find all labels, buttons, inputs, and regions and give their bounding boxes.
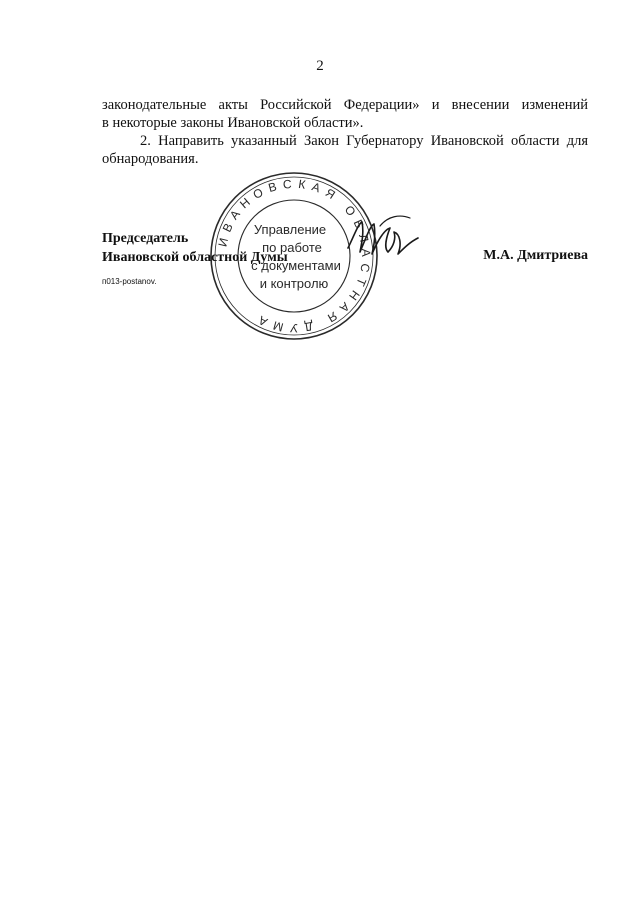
page-number: 2 xyxy=(316,58,324,74)
signatory-name: М.А. Дмитриева xyxy=(483,248,588,263)
stamp-ring-text: ИВАНОВСКАЯ ОБЛАСТНАЯ ДУМА xyxy=(215,176,374,336)
paragraph-1-line-1: законодательные акты Российской Федерации» и внесении изменений xyxy=(102,97,588,113)
stamp-inner-line-1: Управление xyxy=(253,222,327,237)
stamp-inner-line-2: по работе xyxy=(262,240,322,255)
paragraph-2: 2. Направить указанный Закон Губернатору Ивановской области для обнародования. xyxy=(102,133,588,167)
paragraph-1-continued xyxy=(102,114,588,132)
paragraph-1 xyxy=(102,96,588,114)
stamp-inner-line-4: и контролю xyxy=(259,276,329,291)
signatory-title xyxy=(102,229,288,267)
handwritten-signature xyxy=(340,208,425,268)
signatory-title-line-2: Ивановской областной Думы xyxy=(102,250,288,265)
document-body xyxy=(102,96,588,168)
paragraph-1-line-2: в некоторые законы Ивановской области». xyxy=(102,115,364,131)
file-reference: п013-postanov. xyxy=(102,277,157,286)
signatory-title-line-1: Председатель xyxy=(102,231,189,246)
stamp-inner-line-3: с документами xyxy=(251,258,341,273)
